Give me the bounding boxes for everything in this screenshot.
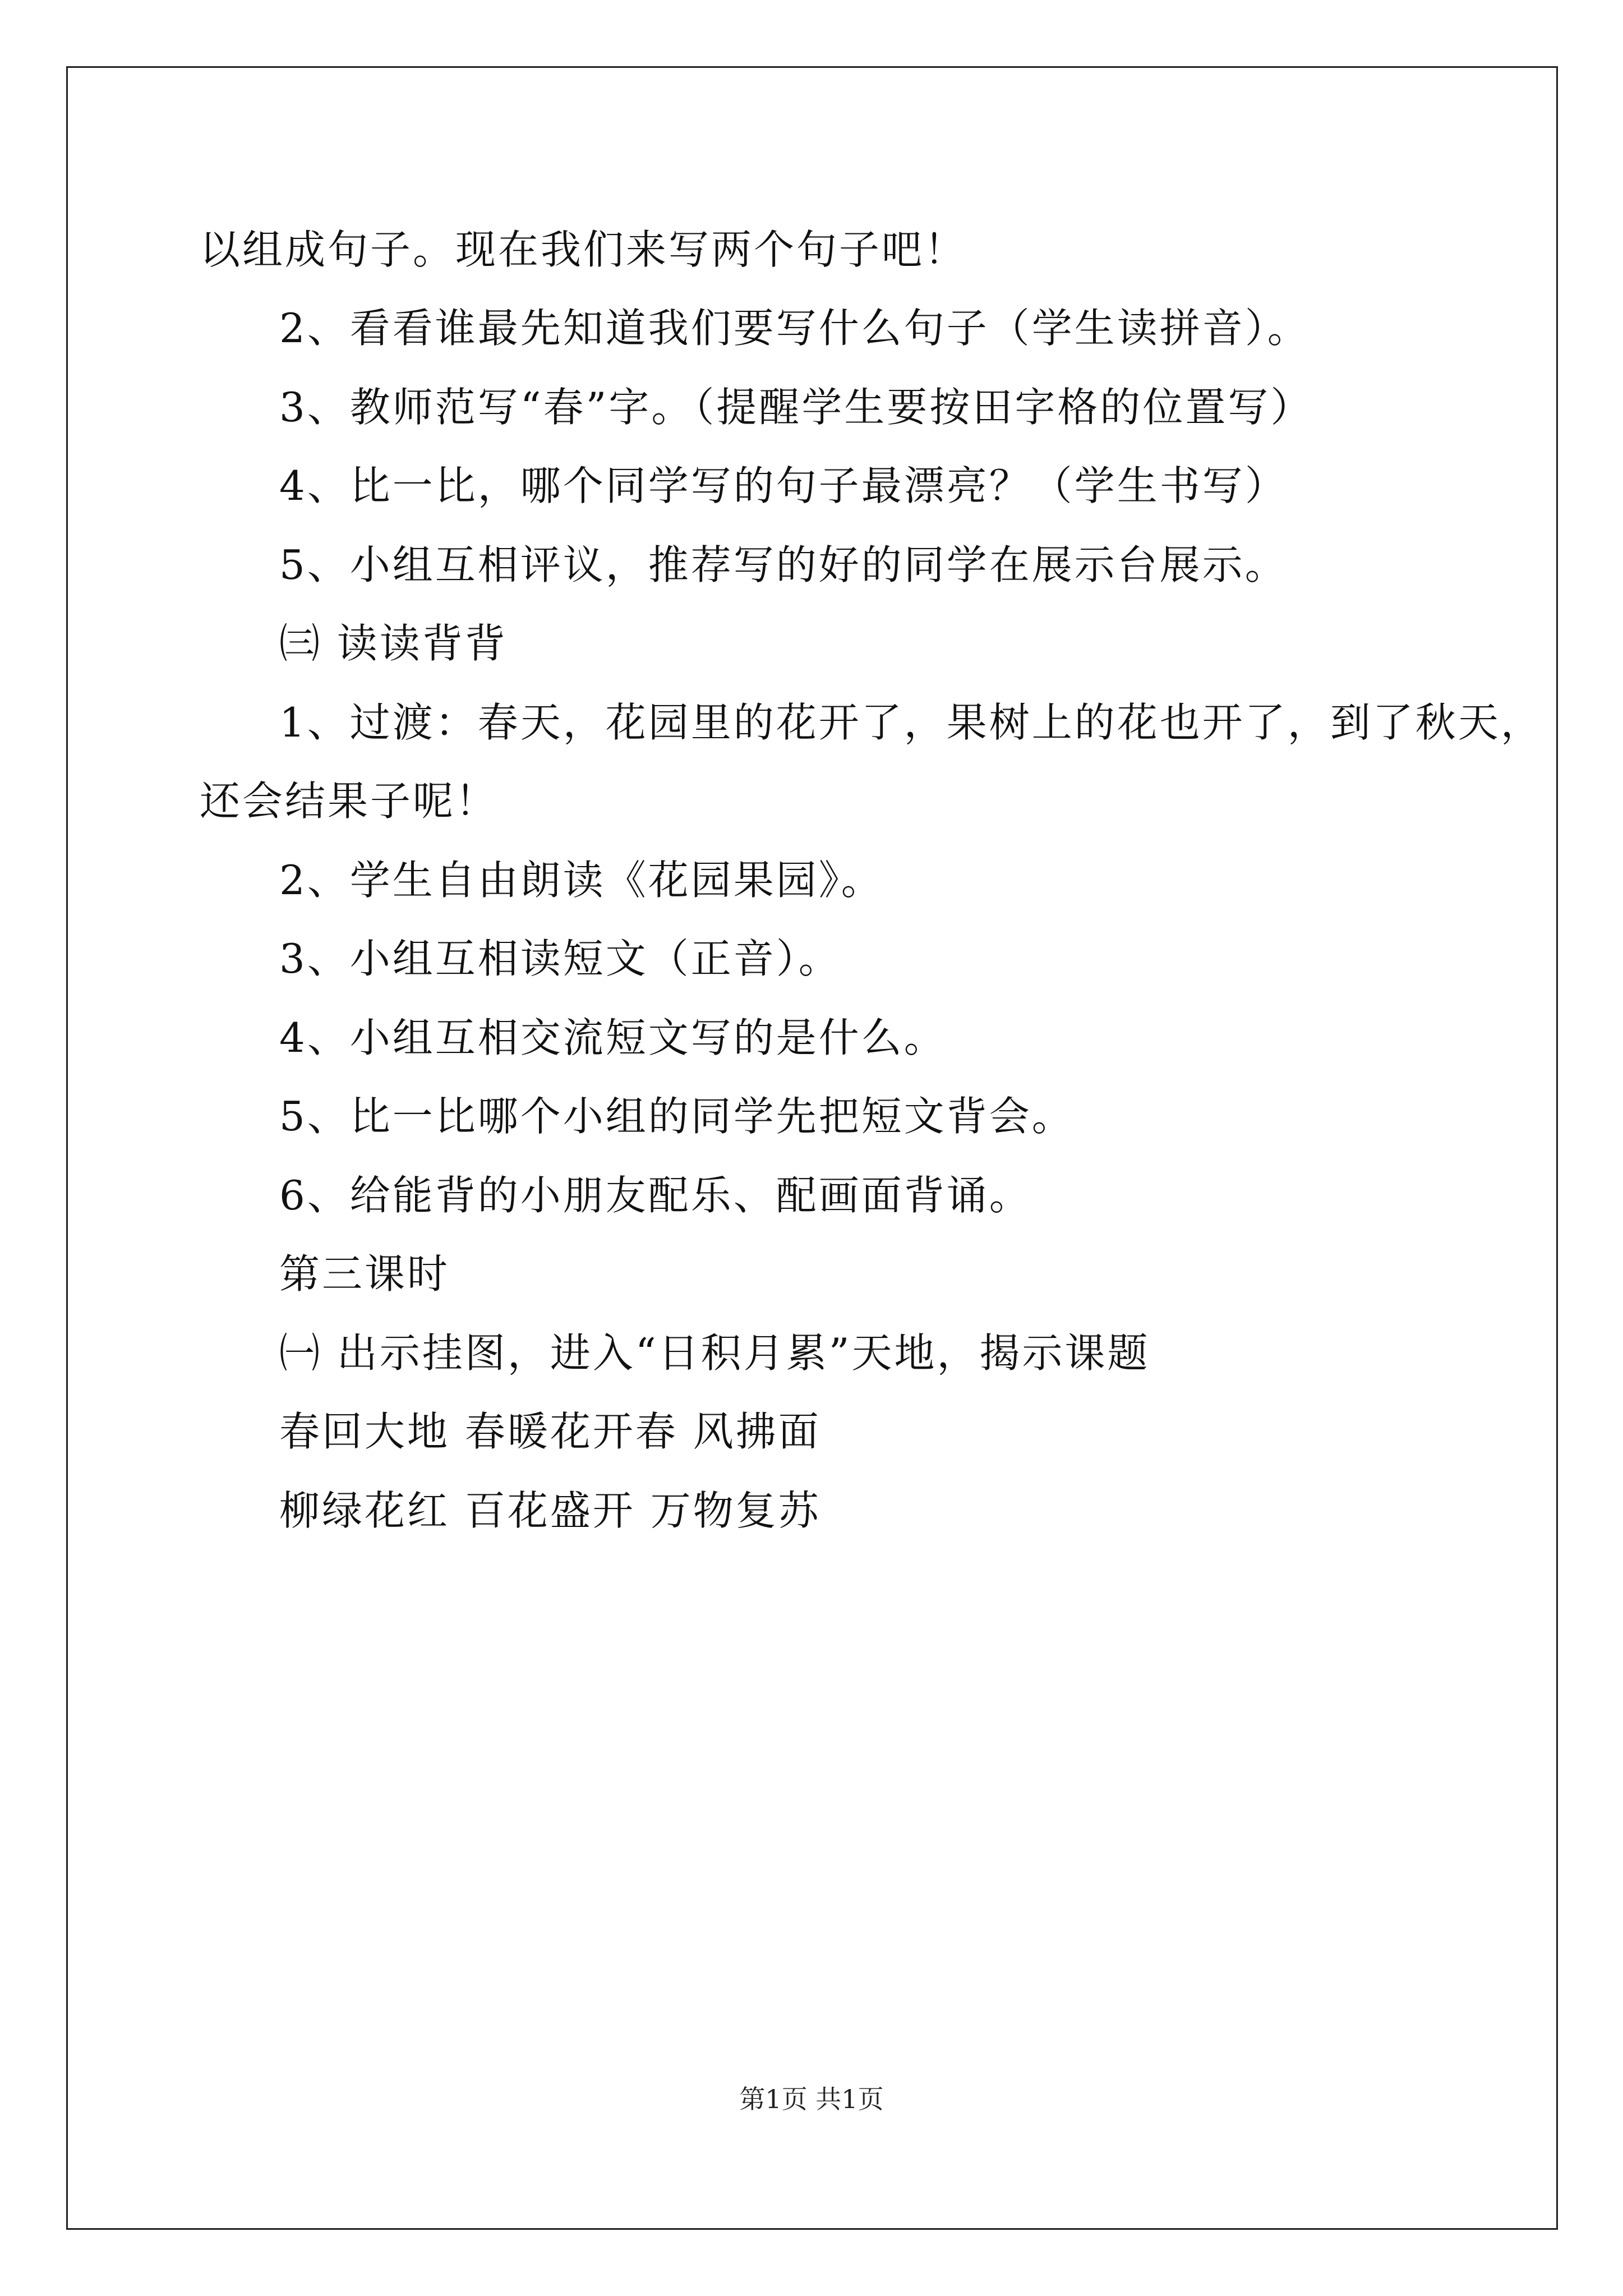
section-heading: ㈢ 读读背背 — [279, 620, 508, 667]
paragraph-line: 6、给能背的小朋友配乐、配画面背诵。 — [279, 1172, 1032, 1219]
paragraph-line: 以组成句子。现在我们来写两个句子吧！ — [200, 226, 967, 273]
paragraph-line: 5、比一比哪个小组的同学先把短文背会。 — [279, 1093, 1075, 1140]
paragraph-line: 3、小组互相读短文（正音）。 — [279, 935, 841, 982]
paragraph-line: 4、比一比，哪个同学写的句子最漂亮？（学生书写） — [279, 462, 1288, 509]
paragraph-line: 还会结果子呢！ — [200, 777, 499, 825]
paragraph-line: 4、小组互相交流短文写的是什么。 — [279, 1014, 947, 1061]
lesson-heading: 第三课时 — [279, 1250, 450, 1297]
page-number: 第1页 共1页 — [739, 2084, 884, 2114]
phrase-line: 柳绿花红 百花盛开 万物复苏 — [279, 1487, 821, 1534]
phrase-line: 春回大地 春暖花开春 风拂面 — [279, 1408, 821, 1455]
paragraph-line: 2、学生自由朗读《花园果园》。 — [279, 857, 884, 904]
paragraph-line: 3、教师范写“春”字。（提醒学生要按田字格的位置写） — [279, 384, 1313, 431]
paragraph-line: 2、看看谁最先知道我们要写什么句子（学生读拼音）。 — [279, 305, 1310, 352]
section-heading: ㈠ 出示挂图，进入“日积月累”天地，揭示课题 — [279, 1329, 1150, 1377]
paragraph-line: 5、小组互相评议，推荐写的好的同学在展示台展示。 — [279, 541, 1288, 588]
paragraph-line: 1、过渡：春天，花园里的花开了，果树上的花也开了，到了秋天， — [279, 699, 1543, 746]
